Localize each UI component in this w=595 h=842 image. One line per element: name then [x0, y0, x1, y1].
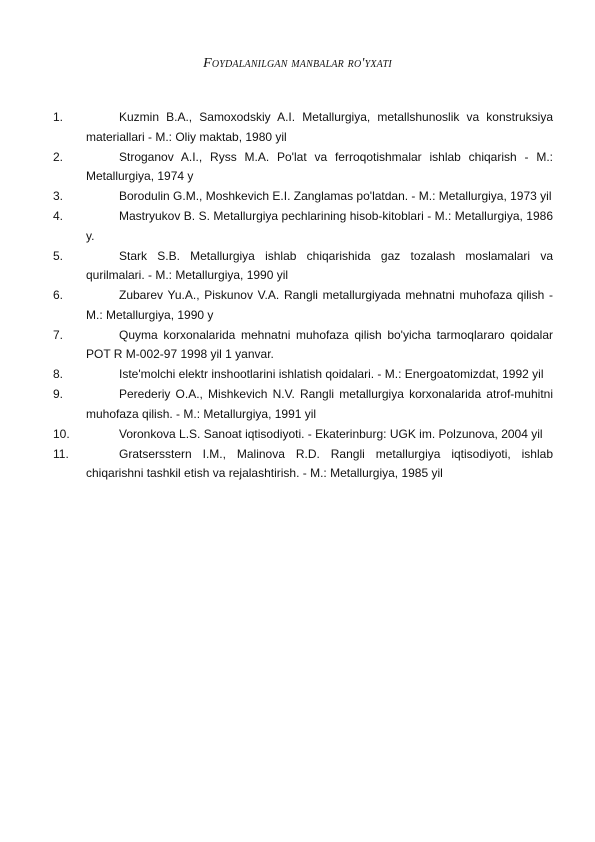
reference-item: [53, 326, 553, 365]
page-title: Foydalanilgan manbalar ro'yxati: [203, 56, 392, 71]
reference-number: 8.: [53, 367, 64, 381]
reference-text: Voronkova L.S. Sanoat iqtisodiyoti. - Ekaterinburg: UGK im. Polzunova, 2004 yil: [119, 426, 543, 441]
reference-text: Kuzmin B.A., Samoxodskiy A.I. Metallurgiya, metallshunoslik va konstruksiya materiallari - M.: Oliy maktab, 1980 yil: [86, 110, 553, 144]
reference-number: 7.: [53, 327, 64, 342]
reference-number: 10.: [53, 426, 70, 441]
reference-item: [53, 445, 553, 484]
reference-number: 1.: [53, 110, 64, 124]
reference-number: 5.: [53, 248, 64, 263]
reference-text: Mastryukov B. S. Metallurgiya pechlarining hisob-kitoblari - M.: Metallurgiya, 1986 y.: [86, 209, 553, 243]
reference-text: Perederiy O.A., Mishkevich N.V. Rangli metallurgiya korxonalarida atrof-muhitni muhofaza qilish. - M.: Metallurgiya, 1991 yil: [86, 387, 553, 421]
reference-text: Borodulin G.M., Moshkevich E.I. Zanglamas po'latdan. - M.: Metallurgiya, 1973 yil: [119, 189, 552, 203]
reference-text: Gratsersstern I.M., Malinova R.D. Rangli metallurgiya iqtisodiyoti, ishlab chiqarishni tashkil etish va rejalashtirish. - M.: Metallurgiya, 1985 yil: [86, 446, 553, 480]
reference-text: Iste'molchi elektr inshootlarini ishlatish qoidalari. - M.: Energoatomizdat, 1992 yil: [119, 367, 544, 381]
reference-item: [53, 385, 553, 424]
reference-text: Quyma korxonalarida mehnatni muhofaza qilish bo'yicha tarmoqlararo qoidalar POT R M-002-97 1998 yil 1 yanvar.: [86, 327, 553, 361]
reference-item: [53, 286, 553, 325]
reference-item: [53, 148, 553, 187]
reference-number: 4.: [53, 209, 64, 223]
reference-item: [53, 108, 553, 147]
reference-item: [53, 365, 553, 385]
reference-text: Stark S.B. Metallurgiya ishlab chiqarishida gaz tozalash moslamalari va qurilmalari. - M.: Metallurgiya, 1990 yil: [86, 248, 553, 282]
reference-item: [53, 207, 553, 246]
reference-number: 3.: [53, 189, 64, 203]
reference-number: 9.: [53, 387, 64, 401]
reference-item: [53, 247, 553, 286]
reference-text: Zubarev Yu.A., Piskunov V.A. Rangli metallurgiyada mehnatni muhofaza qilish - M.: Metallurgiya, 1990 y: [86, 288, 553, 322]
reference-list: [53, 108, 553, 484]
reference-number: 11.: [53, 446, 69, 461]
reference-text: Stroganov A.I., Ryss M.A. Po'lat va ferroqotishmalar ishlab chiqarish - M.: Metallurgiya, 1974 y: [86, 149, 553, 183]
reference-item: [53, 187, 553, 207]
reference-item: [53, 425, 553, 445]
reference-number: 6.: [53, 288, 64, 302]
reference-number: 2.: [53, 149, 64, 164]
